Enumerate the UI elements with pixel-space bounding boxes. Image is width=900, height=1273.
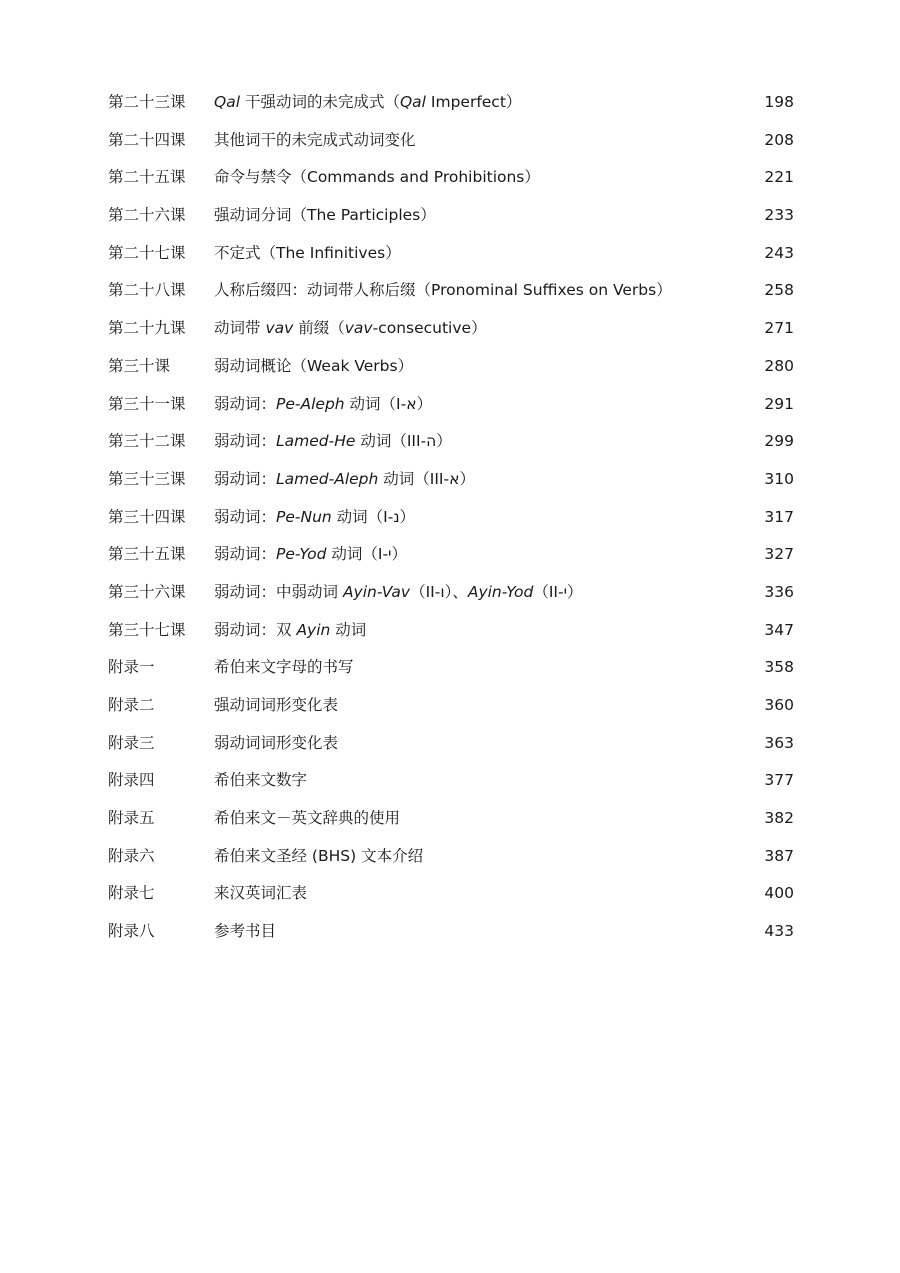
toc-entry-page: 400 — [764, 884, 794, 903]
toc-entry-page: 271 — [764, 319, 794, 338]
toc-entry-title — [214, 649, 354, 687]
title-text: 动词（I-א） — [344, 394, 433, 413]
title-text: Imperfect） — [425, 93, 522, 111]
toc-entry-page: 299 — [764, 432, 794, 451]
toc-entry-title — [214, 574, 583, 612]
toc-entry-page: 280 — [764, 356, 794, 375]
title-text: 动词（III-ה） — [355, 432, 452, 451]
toc-entry-title — [214, 800, 400, 838]
toc-entry-number: 附录一 — [108, 658, 155, 677]
title-text: 弱动词词形变化表 — [214, 733, 339, 752]
toc-entry-page: 336 — [764, 582, 794, 601]
italic-term: Ayin-Vav — [342, 582, 411, 601]
title-text: 不定式（The Infinitives） — [214, 243, 401, 262]
toc-entry-page: 327 — [764, 545, 794, 564]
title-text: 希伯来文字母的书写 — [214, 658, 354, 677]
toc-entry-number: 第三十七课 — [108, 620, 186, 639]
toc-entry[interactable] — [108, 499, 794, 537]
toc-entry-title — [214, 499, 415, 537]
toc-entry[interactable] — [108, 687, 794, 725]
title-text: 希伯来文－英文辞典的使用 — [214, 809, 401, 828]
toc-entry-title — [214, 235, 401, 273]
toc-entry-title — [214, 122, 416, 160]
title-text: 强动词词形变化表 — [214, 696, 339, 714]
title-text: 弱动词：中弱动词 — [214, 582, 343, 601]
toc-entry[interactable] — [108, 612, 794, 650]
toc-entry-number: 附录八 — [108, 922, 155, 941]
italic-term: Lamed-He — [276, 432, 356, 451]
toc-entry-page: 243 — [764, 243, 794, 262]
title-text: （II-י） — [533, 582, 583, 601]
toc-entry-page: 358 — [764, 658, 794, 677]
toc-entry-title — [214, 838, 423, 876]
toc-entry-title — [214, 913, 276, 951]
title-text: 强动词分词（The Participles） — [214, 206, 436, 225]
toc-entry-number: 附录七 — [108, 884, 155, 903]
title-text: 动词（I-נ） — [331, 507, 416, 526]
title-text: 弱动词概论（Weak Verbs） — [214, 356, 414, 375]
toc-entry-title — [214, 386, 432, 424]
title-text: 动词（III-א） — [378, 469, 475, 488]
toc-entry-title — [214, 875, 307, 913]
table-of-contents — [108, 84, 794, 951]
italic-term: Lamed-Aleph — [276, 469, 379, 488]
toc-entry-page: 310 — [764, 469, 794, 488]
title-text: 参考书目 — [214, 922, 277, 941]
toc-entry[interactable] — [108, 725, 794, 763]
toc-entry-number: 附录六 — [108, 846, 155, 865]
toc-entry-title — [214, 348, 413, 386]
title-text: 命令与禁令（Commands and Prohibitions） — [214, 168, 540, 187]
toc-entry-number: 第二十九课 — [108, 319, 186, 338]
toc-entry-page: 433 — [764, 922, 794, 941]
toc-entry[interactable] — [108, 800, 794, 838]
toc-entry-page: 198 — [764, 93, 794, 111]
toc-entry[interactable] — [108, 122, 794, 160]
title-text: -consecutive） — [372, 319, 487, 338]
toc-entry-number: 第三十课 — [108, 356, 171, 375]
toc-entry-page: 221 — [764, 168, 794, 187]
title-text: 弱动词： — [214, 469, 277, 488]
toc-entry-title — [214, 159, 540, 197]
toc-entry-title — [214, 197, 436, 235]
toc-entry[interactable] — [108, 348, 794, 386]
toc-entry-number: 第二十四课 — [108, 130, 186, 149]
italic-term: Qal — [399, 93, 426, 111]
toc-entry-page: 258 — [764, 281, 794, 300]
title-text: 弱动词： — [214, 507, 277, 526]
title-text: 其他词干的未完成式动词变化 — [214, 130, 416, 149]
toc-entry[interactable] — [108, 838, 794, 876]
title-text: 弱动词： — [214, 545, 277, 564]
toc-entry-number: 第三十三课 — [108, 469, 186, 488]
toc-entry[interactable] — [108, 762, 794, 800]
toc-entry-page: 387 — [764, 846, 794, 865]
italic-term: Pe-Nun — [276, 507, 332, 526]
toc-entry[interactable] — [108, 235, 794, 273]
toc-entry-title — [214, 272, 672, 310]
toc-entry[interactable] — [108, 574, 794, 612]
toc-entry[interactable] — [108, 197, 794, 235]
toc-entry-title — [214, 536, 407, 574]
toc-entry-number: 第三十六课 — [108, 582, 186, 601]
title-text: 干强动词的未完成式（ — [240, 93, 400, 111]
toc-entry[interactable] — [108, 649, 794, 687]
toc-entry[interactable] — [108, 159, 794, 197]
italic-term: Pe-Yod — [276, 545, 327, 564]
toc-entry-title — [214, 310, 487, 348]
italic-term: Qal — [214, 93, 241, 111]
toc-entry-page: 377 — [764, 771, 794, 790]
italic-term: vav — [265, 319, 294, 338]
title-text: （II-ו）、 — [410, 582, 468, 601]
title-text: 人称后缀四：动词带人称后缀（Pronominal Suffixes on Verbs） — [214, 281, 672, 300]
toc-entry[interactable] — [108, 875, 794, 913]
title-text: 弱动词： — [214, 394, 277, 413]
italic-term: Ayin — [296, 620, 331, 639]
toc-entry-page: 382 — [764, 809, 794, 828]
italic-term: Ayin-Yod — [467, 582, 534, 601]
toc-entry[interactable] — [108, 84, 794, 122]
toc-entry-page: 317 — [764, 507, 794, 526]
title-text: 动词 — [330, 620, 367, 639]
toc-entry-number: 附录二 — [108, 696, 155, 714]
title-text: 来汉英词汇表 — [214, 884, 308, 903]
toc-entry-page: 233 — [764, 206, 794, 225]
italic-term: vav — [344, 319, 373, 338]
toc-entry[interactable] — [108, 310, 794, 348]
toc-entry-page: 208 — [764, 130, 794, 149]
toc-entry-title — [214, 461, 475, 499]
toc-entry[interactable] — [108, 913, 794, 951]
toc-entry-page: 363 — [764, 733, 794, 752]
toc-entry-number: 第二十三课 — [108, 93, 186, 111]
title-text: 前缀（ — [293, 319, 345, 338]
title-text: 希伯来文数字 — [214, 771, 308, 790]
toc-entry-number: 第三十一课 — [108, 394, 186, 413]
toc-entry-title — [214, 725, 338, 763]
toc-entry[interactable] — [108, 272, 794, 310]
toc-entry-number: 第二十七课 — [108, 243, 186, 262]
toc-entry-title — [214, 762, 307, 800]
toc-entry[interactable] — [108, 461, 794, 499]
title-text: 弱动词： — [214, 432, 277, 451]
toc-entry-number: 第二十五课 — [108, 168, 186, 187]
title-text: 希伯来文圣经 (BHS) 文本介绍 — [214, 846, 424, 865]
toc-entry[interactable] — [108, 536, 794, 574]
italic-term: Pe-Aleph — [276, 394, 345, 413]
toc-entry-number: 第三十四课 — [108, 507, 186, 526]
toc-entry-title — [214, 423, 452, 461]
toc-entry-number: 第三十二课 — [108, 432, 186, 451]
toc-entry-number: 附录五 — [108, 809, 155, 828]
toc-entry[interactable] — [108, 386, 794, 424]
toc-entry-title — [214, 687, 338, 725]
title-text: 弱动词：双 — [214, 620, 297, 639]
toc-entry[interactable] — [108, 423, 794, 461]
toc-entry-number: 第三十五课 — [108, 545, 186, 564]
toc-entry-page: 347 — [764, 620, 794, 639]
toc-entry-page: 291 — [764, 394, 794, 413]
toc-entry-page: 360 — [764, 696, 794, 714]
toc-entry-number: 第二十八课 — [108, 281, 186, 300]
toc-entry-number: 附录四 — [108, 771, 155, 790]
toc-entry-number: 第二十六课 — [108, 206, 186, 225]
toc-entry-title — [214, 612, 366, 650]
title-text: 动词（I-י） — [326, 545, 408, 564]
toc-entry-title — [214, 84, 521, 122]
title-text: 动词带 — [214, 319, 266, 338]
toc-entry-number: 附录三 — [108, 733, 155, 752]
